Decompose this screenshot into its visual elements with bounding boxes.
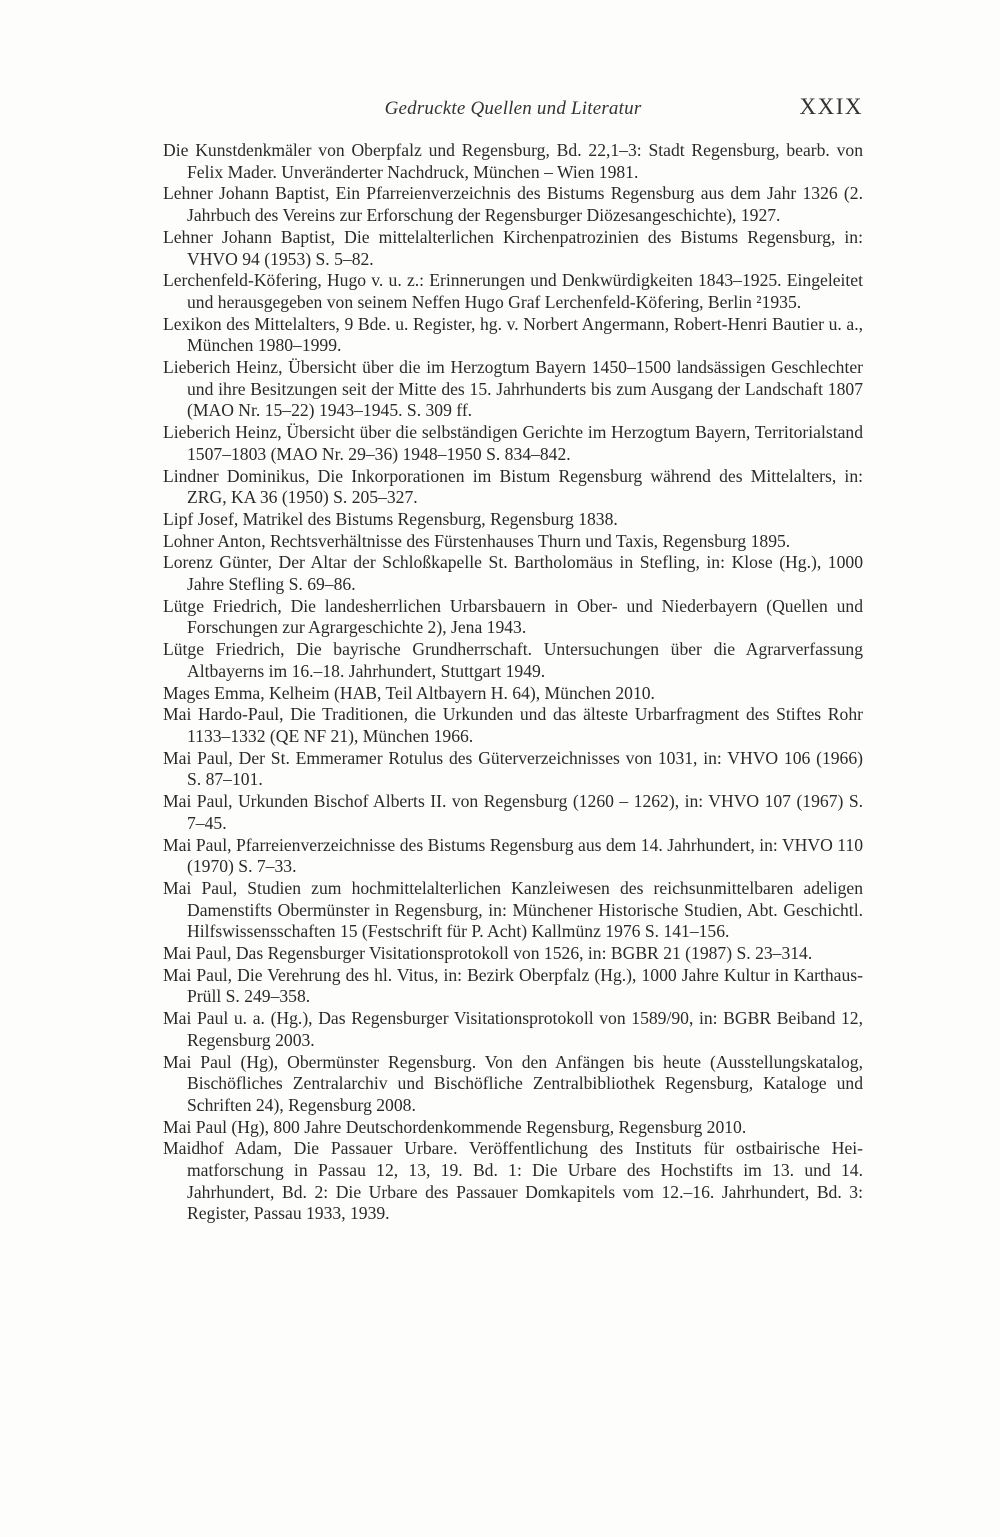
bibliography-entry: Mai Hardo-Paul, Die Traditionen, die Urkunden und das älteste Urbarfragment des Stiftes Rohr 1133–1332 (QE NF 21), München 1966. xyxy=(163,704,863,746)
bibliography-entry: Lütge Friedrich, Die bayrische Grundherrschaft. Untersuchungen über die Agrarverfassung Altbayerns im 16.–18. Jahrhundert, Stuttgart 1949. xyxy=(163,639,863,681)
bibliography-entry: Die Kunstdenkmäler von Oberpfalz und Regensburg, Bd. 22,1–3: Stadt Regensburg, bearb. von Felix Mader. Unveränderter Nachdruck, München – Wien 1981. xyxy=(163,140,863,182)
running-title: Gedruckte Quellen und Literatur xyxy=(384,98,642,119)
bibliography-entry: Mai Paul u. a. (Hg.), Das Regensburger Visitationsprotokoll von 1589/90, in: BGBR Beiband 12, Regensburg 2003. xyxy=(163,1008,863,1050)
bibliography-entry: Mai Paul, Urkunden Bischof Alberts II. von Regensburg (1260 – 1262), in: VHVO 107 (1967) S. 7–45. xyxy=(163,791,863,833)
bibliography-entry: Lorenz Günter, Der Altar der Schloßkapelle St. Bartholomäus in Stefling, in: Klose (Hg.), 1000 Jahre Stefling S. 69–86. xyxy=(163,552,863,595)
bibliography-entry: Mai Paul (Hg), 800 Jahre Deutschordenkommende Regensburg, Regensburg 2010. xyxy=(163,1116,747,1137)
bibliography-entry: Lohner Anton, Rechtsverhältnisse des Fürstenhauses Thurn und Taxis, Regensburg 1895. xyxy=(163,530,791,551)
bibliography-entry: Mages Emma, Kelheim (HAB, Teil Altbayern H. 64), München 2010. xyxy=(163,682,655,703)
bibliography-entry: Lieberich Heinz, Übersicht über die im Herzogtum Bayern 1450–1500 landsässigen Geschlechter und ihre Besitzungen seit der Mitte des 15. Jahrhunderts bis zum Ausgang der Landschaft 1807 (MAO Nr. 15–22) 1943–1945. S. 309 ff. xyxy=(163,357,863,421)
bibliography-entry: Lütge Friedrich, Die landesherrlichen Urbarsbauern in Ober- und Niederbayern (Quellen und Forschungen zur Agrargeschichte 2), Jena 1943. xyxy=(163,595,863,638)
bibliography-entry: Mai Paul (Hg), Obermünster Regensburg. Von den Anfängen bis heute (Ausstellungskatalog, Bischöfliches Zentralarchiv und Bischöfliche Zentralbibliothek Regensburg, Kataloge und Schriften 24), Regensburg 2008. xyxy=(163,1051,863,1115)
running-head xyxy=(163,92,863,126)
bibliography-entry: Lindner Dominikus, Die Inkorporationen im Bistum Regensburg während des Mittelalters, in: ZRG, KA 36 (1950) S. 205–327. xyxy=(163,465,863,508)
bibliography-entry: Lerchenfeld-Köfering, Hugo v. u. z.: Erinnerungen und Denkwürdigkeiten 1843–1925. Eingeleitet und herausgegeben von seinem Neffen Hugo Graf Lerchenfeld-Köfering, Berlin ²1935. xyxy=(163,270,863,312)
bibliography-entry: Maidhof Adam, Die Passauer Urbare. Veröffentlichung des Instituts für ostbairische Heimatforschung in Passau 12, 13, 19. Bd. 1: Die Urbare des Hochstifts im 13. und 14. Jahrhundert, Bd. 2: Die Urbare des Passauer Domkapitels vom 12.–16. Jahrhundert, Bd. 3: Register, Passau 1933, 1939. xyxy=(163,1138,863,1224)
bibliography-entry: Mai Paul, Der St. Emmeramer Rotulus des Güterverzeichnisses von 1031, in: VHVO 106 (1966) S. 87–101. xyxy=(163,747,863,790)
bibliography-entry: Mai Paul, Pfarreienverzeichnisse des Bistums Regensburg aus dem 14. Jahrhundert, in: VHVO 110 (1970) S. 7–33. xyxy=(163,834,863,877)
bibliography-entry: Mai Paul, Das Regensburger Visitationsprotokoll von 1526, in: BGBR 21 (1987) S. 23–314. xyxy=(163,943,813,964)
bibliography-list xyxy=(163,140,863,1225)
bibliography-entry: Lexikon des Mittelalters, 9 Bde. u. Register, hg. v. Norbert Angermann, Robert-Henri Bautier u. a., München 1980–1999. xyxy=(163,313,863,356)
bibliography-entry: Lieberich Heinz, Übersicht über die selbständigen Gerichte im Herzogtum Bayern, Territorialstand 1507–1803 (MAO Nr. 29–36) 1948–1950 S. 834–842. xyxy=(163,422,863,464)
bibliography-entry: Lipf Josef, Matrikel des Bistums Regensburg, Regensburg 1838. xyxy=(163,508,618,529)
page-number: XXIX xyxy=(799,94,863,119)
bibliography-entry: Mai Paul, Die Verehrung des hl. Vitus, in: Bezirk Oberpfalz (Hg.), 1000 Jahre Kultur in Karthaus-Prüll S. 249–358. xyxy=(163,964,863,1007)
bibliography-entry: Lehner Johann Baptist, Die mittelalterlichen Kirchenpatrozinien des Bistums Regensburg, in: VHVO 94 (1953) S. 5–82. xyxy=(163,226,863,269)
bibliography-entry: Lehner Johann Baptist, Ein Pfarreienverzeichnis des Bistums Regensburg aus dem Jahr 1326 (2. Jahrbuch des Vereins zur Erforschung der Regensburger Diözesangeschichte), 1927. xyxy=(163,183,863,226)
bibliography-entry: Mai Paul, Studien zum hochmittelalterlichen Kanzleiwesen des reichsunmittelbaren adeligen Damenstifts Obermünster in Regensburg, in: Münchener Historische Studien, Abt. Geschichtl. Hilfswissensschaften 15 (Festschrift für P. Acht) Kallmünz 1976 S. 141–156. xyxy=(163,877,863,942)
